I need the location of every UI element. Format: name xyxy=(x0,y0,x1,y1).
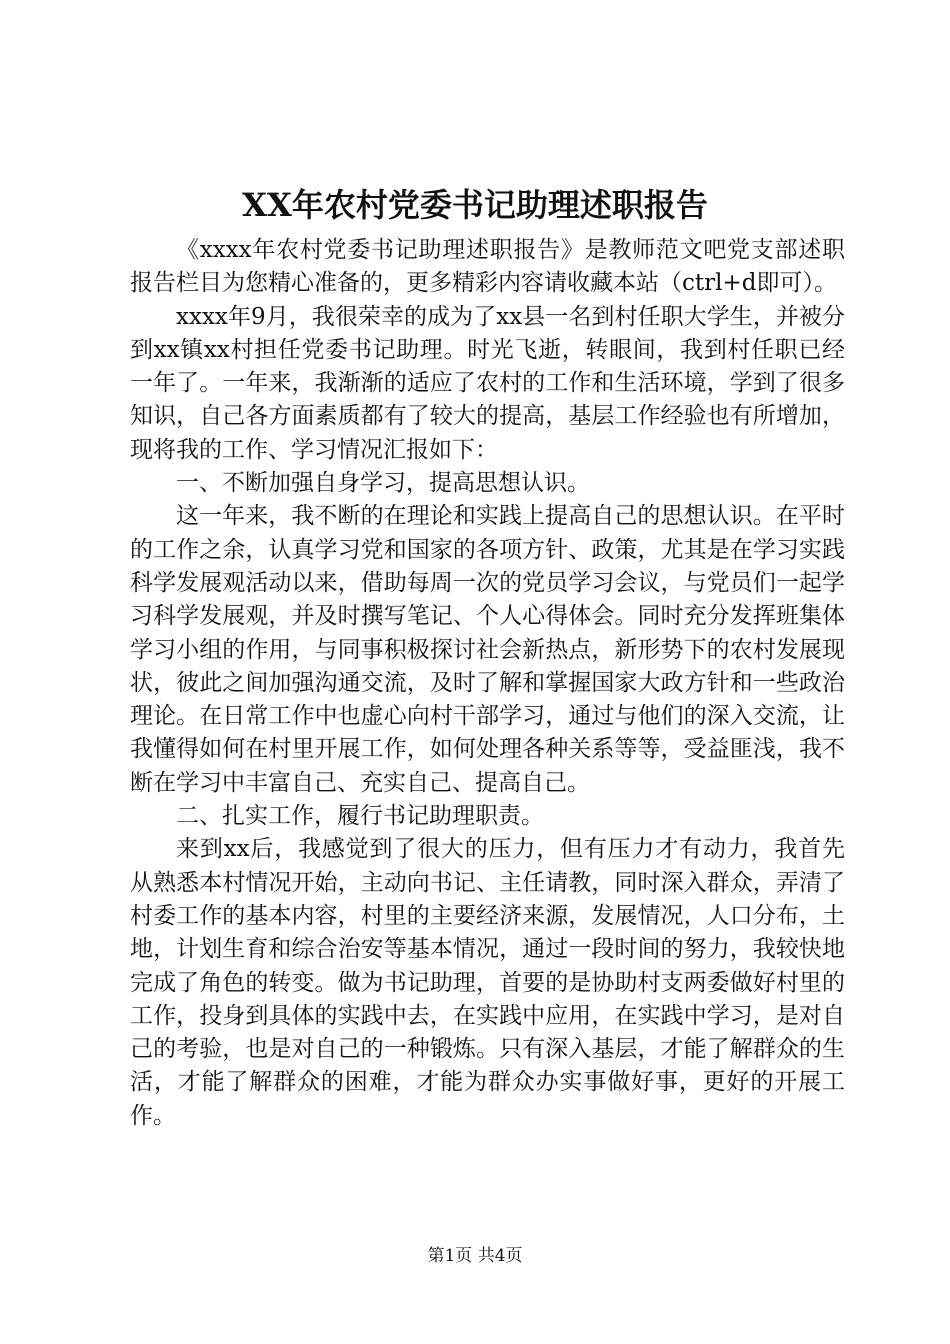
document-body xyxy=(130,234,845,1133)
document-title: XX年农村党委书记助理述职报告 xyxy=(242,186,708,224)
section-heading-2: 二、扎实工作，履行书记助理职责。 xyxy=(176,803,544,830)
section-heading-1: 一、不断加强自身学习，提高思想认识。 xyxy=(176,470,590,497)
paragraph-intro: 《xxxx年农村党委书记助理述职报告》是教师范文吧党支部述职报告栏目为您精心准备的，更多精彩内容请收藏本站（ctrl+d即可）。 xyxy=(130,237,845,297)
paragraph-study: 这一年来，我不断的在理论和实践上提高自己的思想认识。在平时的工作之余，认真学习党和国家的各项方针、政策，尤其是在学习实践科学发展观活动以来，借助每周一次的党员学习会议，与党员们一起学习科学发展观，并及时撰写笔记、个人心得体会。同时充分发挥班集体学习小组的作用，与同事积极探讨社会新热点，新形势下的农村发展现状，彼此之间加强沟通交流，及时了解和掌握国家大政方针和一些政治理论。在日常工作中也虚心向村干部学习，通过与他们的深入交流，让我懂得如何在村里开展工作，如何处理各种关系等等，受益匪浅，我不断在学习中丰富自己、充实自己、提高自己。 xyxy=(130,503,845,796)
paragraph-work: 来到xx后，我感觉到了很大的压力，但有压力才有动力，我首先从熟悉本村情况开始，主动向书记、主任请教，同时深入群众，弄清了村委工作的基本内容，村里的主要经济来源，发展情况，人口分布，土地，计划生育和综合治安等基本情况，通过一段时间的努力，我较快地完成了角色的转变。做为书记助理，首要的是协助村支两委做好村里的工作，投身到具体的实践中去，在实践中应用，在实践中学习，是对自己的考验，也是对自己的一种锻炼。只有深入基层，才能了解群众的生活，才能了解群众的困难，才能为群众办实事做好事，更好的开展工作。 xyxy=(130,836,845,1129)
paragraph-background: xxxx年9月，我很荣幸的成为了xx县一名到村任职大学生，并被分到xx镇xx村担任党委书记助理。时光飞逝，转眼间，我到村任职已经一年了。一年来，我渐渐的适应了农村的工作和生活环境，学到了很多知识，自己各方面素质都有了较大的提高，基层工作经验也有所增加，现将我的工作、学习情况汇报如下： xyxy=(130,303,845,463)
page-footer: 第1页 共4页 xyxy=(427,1246,523,1266)
